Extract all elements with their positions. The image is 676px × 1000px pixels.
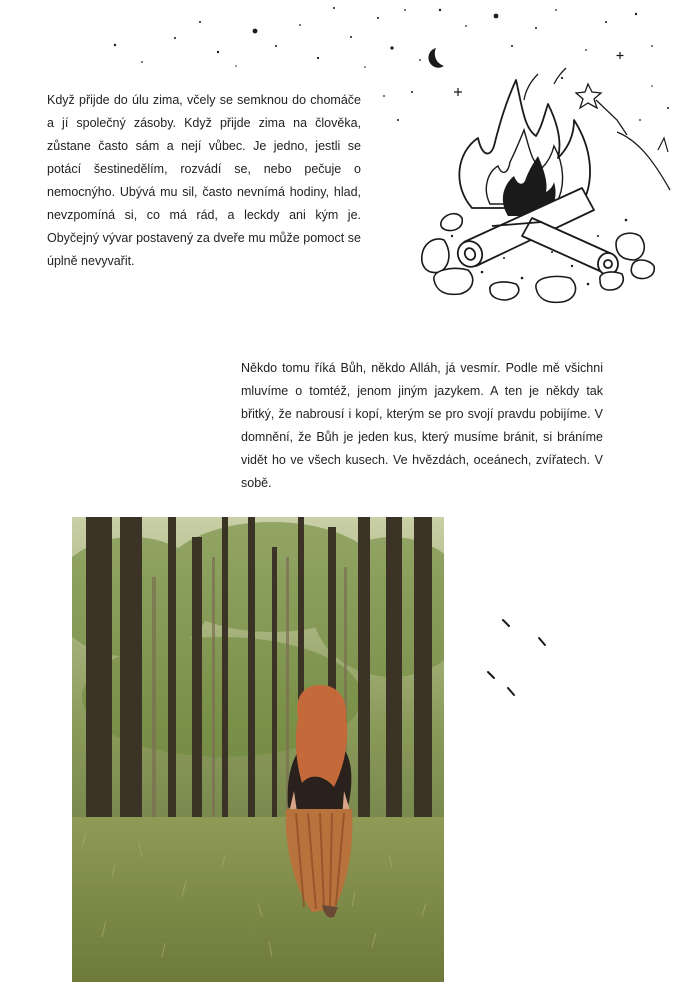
paragraph-winter: Když přijde do úlu zima, včely se semknou do chomáče a jí společný zásoby. Když přijde zima na člověka, zůstane často sám a nejí vůbec. Je jedno, jestli se potácí šestinedělím, rozvádí se, nebo pečuje o nemocnýho. Ubývá mu sil, často nevnímá hodiny, hlad, nevzpomíná si, co má rád, a leckdy ani kým je. Obyčejný vývar postavený za dveře mu může pomoct se úplně nevyvařit. <box>47 93 361 268</box>
campfire-illustration <box>412 40 676 310</box>
meadow <box>72 817 444 982</box>
dash-marks <box>480 610 560 710</box>
moon-icon <box>428 48 444 68</box>
paragraph-universe: Někdo tomu říká Bůh, někdo Alláh, já vesmír. Podle mě všichni mluvíme o tomtéž, jenom jiným jazykem. A ten je někdy tak břitký, že nabrousí i kopí, kterým se pro svojí pravdu pobijíme. V domnění, že Bůh je jeden kus, který musíme bránit, si bráníme vidět ho ve všech kusech. Ve hvězdách, oceánech, zvířatech. V sobě. <box>241 361 603 490</box>
forest-photo <box>72 517 444 982</box>
